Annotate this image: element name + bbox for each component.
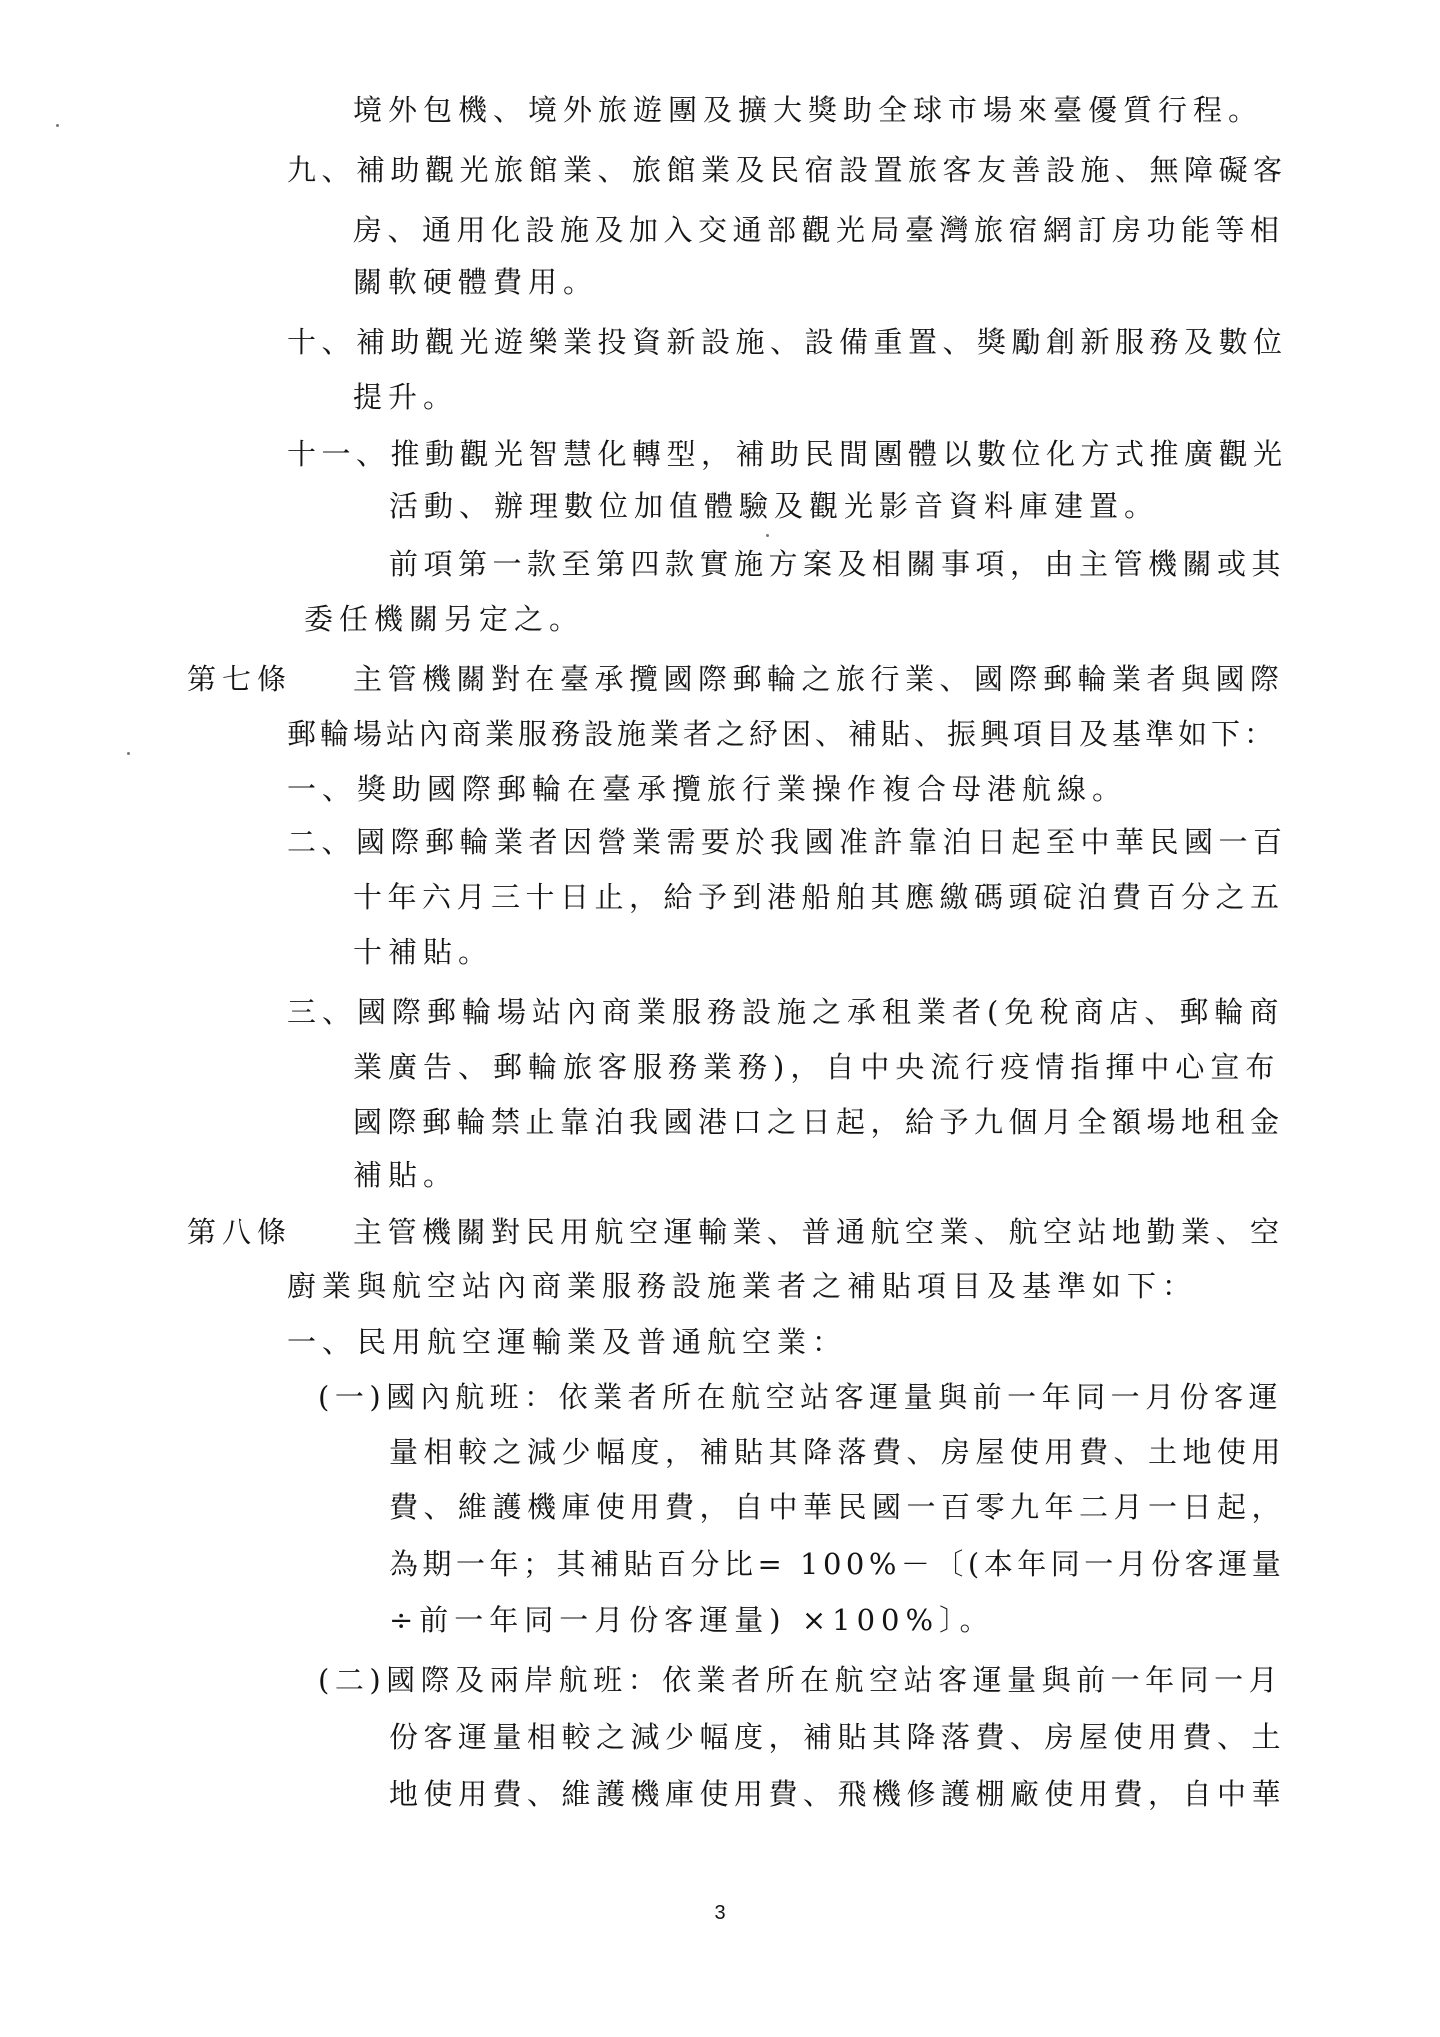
text-line: 十一、推動觀光智慧化轉型，補助民間團體以數位化方式推廣觀光 [287,437,1288,471]
text-line: 為期一年；其補貼百分比= 100%－〔(本年同一月份客運量 [389,1547,1286,1581]
text-line: 份客運量相較之減少幅度，補貼其降落費、房屋使用費、土 [389,1720,1287,1754]
text-line: 業廣告、郵輪旅客服務業務)，自中央流行疫情指揮中心宣布 [353,1050,1281,1084]
text-line: 活動、辦理數位加值體驗及觀光影音資料庫建置。 [389,489,1160,523]
text-line: 十、補助觀光遊樂業投資新設施、設備重置、獎勵創新服務及數位 [287,325,1288,359]
text-line: 房、通用化設施及加入交通部觀光局臺灣旅宿網訂房功能等相 [353,213,1285,247]
text-line: 國際郵輪禁止靠泊我國港口之日起，給予九個月全額場地租金 [353,1105,1285,1139]
text-line: 主管機關對在臺承攬國際郵輪之旅行業、國際郵輪業者與國際 [353,662,1285,696]
text-line: (一)國內航班：依業者所在航空站客運量與前一年同一月份客運 [318,1380,1284,1414]
article-label: 第七條 [187,662,293,696]
article-label: 第八條 [187,1215,293,1249]
text-line: 地使用費、維護機庫使用費、飛機修護棚廠使用費，自中華 [389,1777,1287,1811]
text-line: 九、補助觀光旅館業、旅館業及民宿設置旅客友善設施、無障礙客 [287,153,1288,187]
text-line: 一、民用航空運輸業及普通航空業： [287,1325,848,1359]
scan-speck [56,124,59,127]
text-line: (二)國際及兩岸航班：依業者所在航空站客運量與前一年同一月 [318,1663,1284,1697]
text-line: 郵輪場站內商業服務設施業者之紓困、補貼、振興項目及基準如下： [287,717,1278,751]
scan-speck [766,534,769,537]
text-line: 委任機關另定之。 [304,602,585,636]
text-line: 關軟硬體費用。 [353,265,599,299]
page-number: 3 [714,1902,726,1924]
text-line: 境外包機、境外旅遊團及擴大獎助全球市場來臺優質行程。 [353,93,1264,127]
text-line: 量相較之減少幅度，補貼其降落費、房屋使用費、土地使用 [389,1435,1287,1469]
text-line: 二、國際郵輪業者因營業需要於我國准許靠泊日起至中華民國一百 [287,825,1288,859]
text-line: 前項第一款至第四款實施方案及相關事項，由主管機關或其 [389,547,1287,581]
text-line: ÷前一年同一月份客運量) ×100%〕。 [389,1603,995,1637]
text-line: 廚業與航空站內商業服務設施業者之補貼項目及基準如下： [287,1269,1198,1303]
text-line: 一、獎助國際郵輪在臺承攬旅行業操作複合母港航線。 [287,772,1128,806]
text-line: 主管機關對民用航空運輸業、普通航空業、航空站地勤業、空 [353,1215,1285,1249]
text-line: 三、國際郵輪場站內商業服務設施之承租業者(免稅商店、郵輪商 [287,995,1285,1029]
scan-speck [127,752,130,755]
text-line: 十補貼。 [353,935,494,969]
text-line: 提升。 [353,380,459,414]
text-line: 費、維護機庫使用費，自中華民國一百零九年二月一日起， [389,1490,1287,1524]
text-line: 十年六月三十日止，給予到港船舶其應繳碼頭碇泊費百分之五 [353,880,1285,914]
text-line: 補貼。 [353,1158,459,1192]
